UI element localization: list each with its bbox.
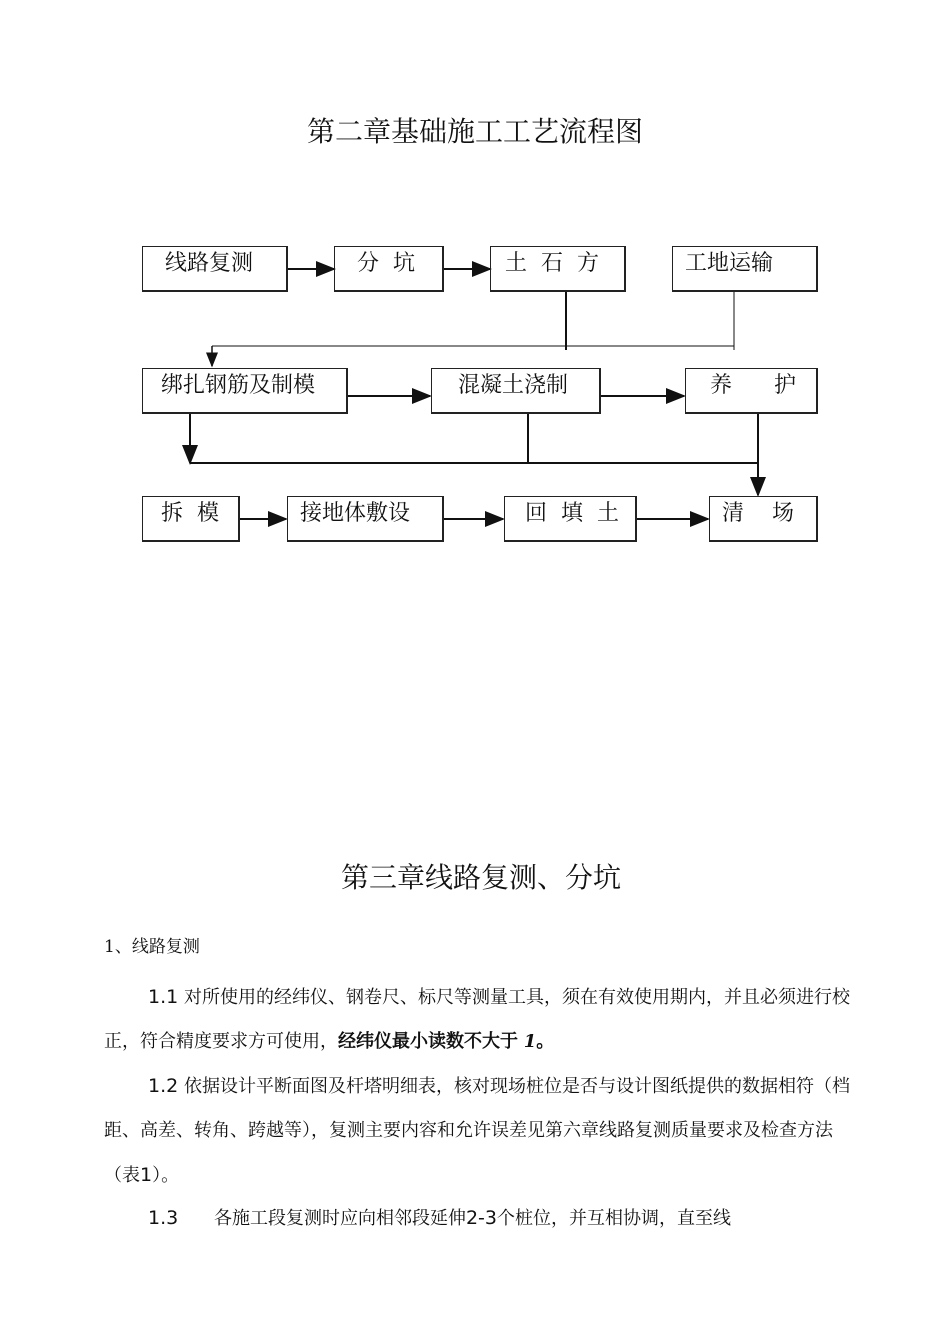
chapter3-title: 第三章线路复测、分坑 bbox=[340, 861, 621, 894]
paragraph-1-2-text: 依据设计平断面图及杆塔明细表，核对现场桩位是否与设计图纸提供的数据相符（档距、高差、转角、跨越等），复测主要内容和允许误差见第六章线路复测质量要求及检查方法（表 bbox=[104, 1076, 850, 1186]
flow-box-transport: 工地运输 bbox=[672, 246, 818, 292]
flow-box-rebar: 绑扎钢筋及制模 bbox=[142, 368, 348, 414]
paragraph-1-2-number: 1.2 bbox=[148, 1075, 179, 1097]
flow-box-pit: 分 坑 bbox=[334, 246, 444, 292]
flow-box-clear: 清 场 bbox=[709, 496, 818, 542]
paragraph-1-2-table: 1 bbox=[140, 1164, 153, 1186]
paragraph-1-3-range: 2-3 bbox=[465, 1207, 497, 1229]
paragraph-1-1-number: 1.1 bbox=[148, 986, 179, 1008]
paragraph-1-2 bbox=[104, 1064, 864, 1198]
section-heading bbox=[104, 932, 200, 957]
flow-box-concrete: 混凝土浇制 bbox=[431, 368, 601, 414]
flow-box-earth: 土 石 方 bbox=[490, 246, 626, 292]
flow-box-curing: 养 护 bbox=[685, 368, 818, 414]
chapter2-title: 第二章基础施工工艺流程图 bbox=[306, 115, 643, 148]
paragraph-1-3-text: 各施工段复测时应向相邻段延伸 bbox=[213, 1208, 466, 1229]
flow-box-backfill: 回 填 土 bbox=[504, 496, 637, 542]
paragraph-1-1-bold: 经纬仪最小读数不大于 bbox=[338, 1031, 518, 1052]
flow-box-demold: 拆 模 bbox=[142, 496, 240, 542]
flow-box-ground: 接地体敷设 bbox=[287, 496, 444, 542]
paragraph-1-3-number: 1.3 bbox=[148, 1207, 179, 1229]
paragraph-1-1-end: 。 bbox=[536, 1031, 555, 1052]
paragraph-1-1-text: 对所使用的经纬仪、钢卷尺、标尺等测量工具，须在有效使用期内，并且必须进行校正，符合精度要求方可使用， bbox=[104, 987, 850, 1052]
paragraph-1-1-italic: 1 bbox=[523, 1031, 537, 1052]
paragraph-1-1 bbox=[104, 975, 864, 1064]
section-1-label: 1、线路复测 bbox=[104, 937, 200, 957]
flow-box-survey: 线路复测 bbox=[142, 246, 288, 292]
paragraph-1-3 bbox=[104, 1196, 864, 1241]
paragraph-1-3-end: 个桩位，并互相协调，直至线 bbox=[497, 1208, 731, 1229]
paragraph-1-2-end: ）。 bbox=[152, 1165, 180, 1186]
